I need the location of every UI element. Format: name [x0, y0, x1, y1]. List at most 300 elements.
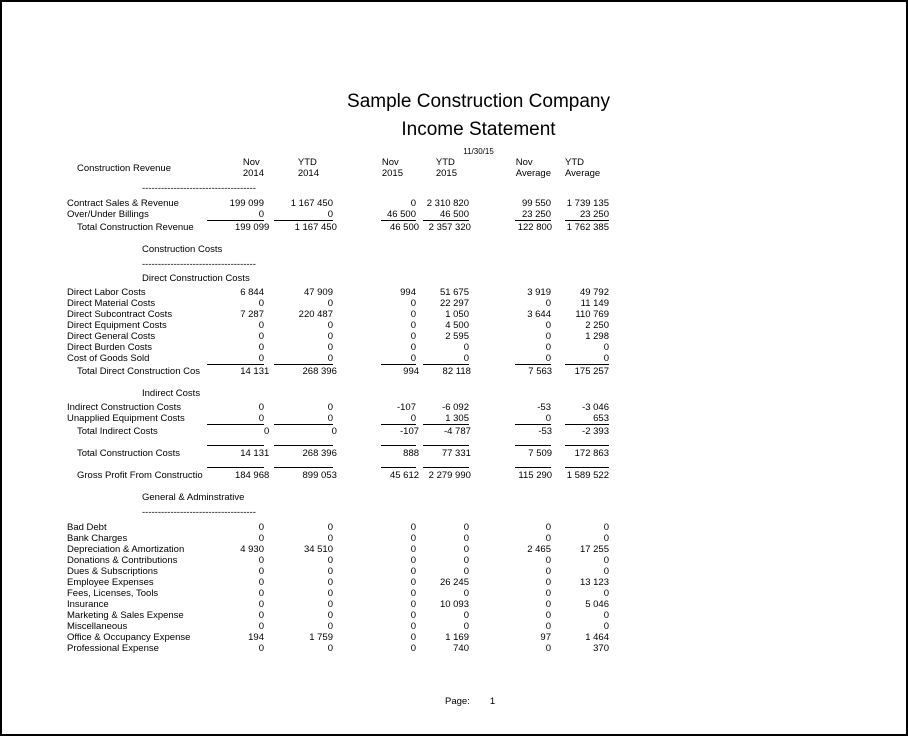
cell-value: 0	[410, 632, 416, 643]
cell-value: 0	[410, 577, 416, 588]
value-cell	[269, 222, 337, 235]
value-cell	[333, 402, 416, 413]
table-row-item	[67, 198, 609, 209]
cell-value: 51 675	[439, 287, 469, 298]
cell-value: 0	[410, 566, 416, 577]
cell-value: 2 357 320	[428, 222, 471, 233]
cell-value: 0	[603, 533, 609, 544]
cell-value: 0	[327, 522, 333, 533]
table-row-item	[67, 522, 609, 533]
cell-value: 199 099	[234, 222, 270, 233]
cell-value: 23 250	[515, 209, 551, 221]
cell-value: 0	[327, 555, 333, 566]
row-label: Bad Debt	[67, 522, 107, 533]
cell-value: 0	[258, 599, 264, 610]
page-number: 1	[489, 696, 496, 707]
value-cell	[264, 632, 333, 643]
value-cell	[333, 309, 416, 320]
table-row-item	[67, 544, 609, 555]
cell-value: 0	[410, 331, 416, 342]
value-cell	[333, 353, 416, 364]
value-cell	[471, 470, 552, 483]
value-cell	[551, 467, 609, 468]
cell-value: 2 465	[527, 544, 551, 555]
cell-value: 0	[410, 309, 416, 320]
row-label: Total Direct Construction Cos	[77, 366, 201, 377]
row-label: Office & Occupancy Expense	[67, 632, 191, 643]
value-cell	[264, 198, 333, 209]
value-cell	[416, 643, 469, 654]
cell-value: 0	[410, 621, 416, 632]
cell-value: 0	[463, 342, 469, 353]
sum-rule-line	[274, 445, 333, 446]
value-cell	[416, 610, 469, 621]
value-cell	[214, 448, 270, 461]
section-title: Indirect Costs	[142, 388, 201, 399]
cell-value: 0	[327, 621, 333, 632]
value-cell	[416, 544, 469, 555]
cell-value: 268 396	[302, 366, 337, 377]
cell-value: 0	[327, 588, 333, 599]
cell-value: 115 290	[518, 470, 553, 481]
table-row-dashes	[67, 259, 609, 270]
cell-value: 6 844	[240, 287, 264, 298]
cell-value: 0	[463, 522, 469, 533]
value-cell	[337, 426, 419, 439]
value-cell	[551, 198, 609, 209]
value-cell	[551, 353, 609, 364]
cell-value: 0	[207, 353, 264, 365]
row-label: Donations & Contributions	[67, 555, 178, 566]
value-cell	[264, 577, 333, 588]
row-label: Total Construction Revenue	[77, 222, 194, 233]
cell-value: 1 167 450	[294, 222, 337, 233]
table-row-item	[67, 599, 609, 610]
row-label: Bank Charges	[67, 533, 128, 544]
row-label: Direct Subcontract Costs	[67, 309, 173, 320]
cell-value: 0	[258, 621, 264, 632]
value-cell	[552, 448, 609, 461]
cell-value: 0	[258, 402, 264, 413]
value-cell	[551, 445, 609, 446]
value-cell	[207, 533, 264, 544]
cell-value: -4 787	[443, 426, 471, 437]
cell-value: -53	[537, 402, 551, 413]
cell-value: 888	[403, 448, 420, 459]
cell-value: 220 487	[298, 309, 333, 320]
section-title: Construction Costs	[142, 244, 223, 255]
row-label: Miscellaneous	[67, 621, 128, 632]
cell-value: 1 464	[585, 632, 609, 643]
value-cell	[551, 342, 609, 353]
table-row-item	[67, 298, 609, 309]
row-label	[67, 183, 256, 194]
table-row-total	[67, 446, 609, 461]
cell-value: 7 509	[528, 448, 553, 459]
table-row-total	[67, 468, 609, 483]
value-cell	[551, 320, 609, 331]
cell-value: 0	[545, 533, 551, 544]
cell-value: 0	[463, 588, 469, 599]
value-cell	[551, 298, 609, 309]
cell-value: 7 563	[528, 366, 553, 377]
value-cell	[264, 467, 333, 468]
cell-value: 2 310 820	[426, 198, 469, 209]
table-header-row	[67, 157, 609, 179]
cell-value: 0	[515, 413, 551, 425]
cell-value: 0	[603, 588, 609, 599]
value-cell	[551, 209, 609, 220]
cell-value: 172 863	[574, 448, 609, 459]
cell-value: 0	[327, 533, 333, 544]
value-cell	[419, 470, 471, 483]
cell-value: 0	[258, 566, 264, 577]
cell-value: 994	[403, 366, 420, 377]
section-title: General & Adminstrative	[142, 492, 245, 503]
value-cell	[416, 522, 469, 533]
cell-value: 17 255	[579, 544, 609, 555]
row-label: Direct Equipment Costs	[67, 320, 167, 331]
value-cell	[469, 353, 551, 364]
cell-value: 0	[410, 342, 416, 353]
cell-value: 0	[410, 544, 416, 555]
value-cell	[469, 577, 551, 588]
row-label: Depreciation & Amortization	[67, 544, 185, 555]
cell-value: 4 500	[445, 320, 469, 331]
row-label: Marketing & Sales Expense	[67, 610, 184, 621]
value-cell	[207, 331, 264, 342]
column-header-label: YTD 2014	[297, 157, 319, 179]
cell-value: 46 500	[389, 222, 420, 233]
row-label: Unapplied Equipment Costs	[67, 413, 185, 424]
sum-rule-line	[515, 445, 551, 446]
value-cell	[469, 467, 551, 468]
report-date: 11/30/15	[463, 147, 494, 156]
row-label: Gross Profit From Constructio	[77, 470, 203, 481]
cell-value: 0	[545, 577, 551, 588]
value-cell	[264, 309, 333, 320]
column-header	[333, 157, 416, 179]
value-cell	[207, 298, 264, 309]
value-cell	[416, 287, 469, 298]
value-cell	[333, 298, 416, 309]
table-row-dashes	[67, 183, 609, 194]
value-cell	[264, 209, 333, 220]
value-cell	[419, 426, 471, 439]
cell-value: 0	[463, 566, 469, 577]
column-header	[416, 157, 469, 179]
row-label: Direct Burden Costs	[67, 342, 153, 353]
cell-value: 0	[410, 320, 416, 331]
report-title: Sample Construction Company	[347, 91, 610, 112]
value-cell	[552, 222, 609, 235]
value-cell	[416, 599, 469, 610]
cell-value: 34 510	[303, 544, 333, 555]
cell-value: 0	[274, 413, 333, 425]
value-cell	[333, 320, 416, 331]
value-cell	[207, 309, 264, 320]
cell-value: 1 589 522	[566, 470, 609, 481]
value-cell	[469, 566, 551, 577]
row-label: Total Indirect Costs	[77, 426, 158, 437]
value-cell	[207, 588, 264, 599]
cell-value: 0	[545, 588, 551, 599]
value-cell	[551, 533, 609, 544]
cell-value: 0	[263, 426, 270, 437]
value-cell	[333, 566, 416, 577]
value-cell	[471, 366, 552, 379]
value-cell	[333, 467, 416, 468]
value-cell	[207, 209, 264, 220]
cell-value: 0	[410, 643, 416, 654]
cell-value: 99 550	[521, 198, 551, 209]
sum-rule-line	[565, 445, 609, 446]
value-cell	[333, 555, 416, 566]
value-cell	[469, 522, 551, 533]
table-row-item	[67, 588, 609, 599]
cell-value: 0	[603, 621, 609, 632]
sum-rule-line	[207, 445, 264, 446]
cell-value: 0	[258, 331, 264, 342]
value-cell	[333, 599, 416, 610]
value-cell	[207, 445, 264, 446]
value-cell	[333, 632, 416, 643]
value-cell	[551, 566, 609, 577]
value-cell	[416, 566, 469, 577]
row-label: Direct Labor Costs	[67, 287, 146, 298]
cell-value: 0	[410, 610, 416, 621]
value-cell	[264, 331, 333, 342]
table-row-rule	[67, 461, 609, 468]
value-cell	[214, 222, 270, 235]
value-cell	[269, 470, 337, 483]
sum-rule-line	[423, 445, 469, 446]
column-header	[264, 157, 333, 179]
value-cell	[416, 320, 469, 331]
value-cell	[416, 353, 469, 364]
cell-value: 0	[545, 342, 551, 353]
value-cell	[416, 342, 469, 353]
column-header-label: Nov 2015	[381, 157, 403, 179]
value-cell	[333, 287, 416, 298]
sum-rule-line	[423, 467, 469, 468]
value-cell	[469, 643, 551, 654]
column-header-label: Nov 2014	[242, 157, 264, 179]
value-cell	[207, 402, 264, 413]
cell-value: 0	[258, 342, 264, 353]
value-cell	[333, 533, 416, 544]
cell-value: 0	[327, 402, 333, 413]
value-cell	[264, 402, 333, 413]
sum-rule-line	[274, 467, 333, 468]
cell-value: 0	[327, 577, 333, 588]
value-cell	[337, 222, 419, 235]
value-cell	[333, 342, 416, 353]
cell-value: 0	[545, 643, 551, 654]
cell-value: -2 393	[582, 426, 609, 437]
cell-value: 0	[515, 353, 551, 365]
row-label: Direct General Costs	[67, 331, 156, 342]
value-cell	[551, 643, 609, 654]
cell-value: 0	[603, 342, 609, 353]
cell-value: 3 644	[527, 309, 551, 320]
cell-value: 0	[327, 342, 333, 353]
table-row-item	[67, 402, 609, 413]
value-cell	[207, 413, 264, 424]
value-cell	[207, 287, 264, 298]
cell-value: 0	[545, 599, 551, 610]
cell-value: 46 500	[381, 209, 416, 221]
cell-value: 0	[463, 610, 469, 621]
cell-value: 14 131	[240, 448, 270, 459]
value-cell	[469, 342, 551, 353]
cell-value: 97	[540, 632, 551, 643]
cell-value: 0	[258, 588, 264, 599]
value-cell	[333, 544, 416, 555]
cell-value: 0	[410, 599, 416, 610]
value-cell	[416, 402, 469, 413]
value-cell	[214, 366, 270, 379]
row-label	[67, 244, 223, 255]
table-row-item	[67, 309, 609, 320]
cell-value: 194	[248, 632, 264, 643]
value-cell	[264, 555, 333, 566]
value-cell	[419, 222, 471, 235]
value-cell	[264, 599, 333, 610]
cell-value: 122 800	[517, 222, 553, 233]
value-cell	[469, 287, 551, 298]
table-body	[67, 183, 609, 654]
value-cell	[269, 448, 337, 461]
value-cell	[469, 402, 551, 413]
value-cell	[333, 445, 416, 446]
cell-value: 0	[327, 643, 333, 654]
cell-value: 0	[545, 331, 551, 342]
value-cell	[264, 298, 333, 309]
cell-value: 0	[565, 353, 609, 365]
sum-rule-line	[207, 467, 264, 468]
value-cell	[419, 448, 471, 461]
value-cell	[269, 366, 337, 379]
cell-value: 0	[603, 522, 609, 533]
table-row-item	[67, 577, 609, 588]
row-label	[67, 507, 256, 518]
sum-rule-line	[381, 445, 416, 446]
table-row-section	[67, 244, 609, 255]
value-cell	[416, 198, 469, 209]
value-cell	[264, 320, 333, 331]
value-cell	[469, 555, 551, 566]
table-row-item	[67, 342, 609, 353]
value-cell	[207, 320, 264, 331]
cell-value: 1 739 135	[566, 198, 609, 209]
cell-value: 2 595	[445, 331, 469, 342]
value-cell	[207, 342, 264, 353]
cell-value: 0	[327, 298, 333, 309]
value-cell	[416, 209, 469, 220]
cell-value: 1 759	[309, 632, 333, 643]
value-cell	[471, 448, 552, 461]
cell-value: 0	[410, 588, 416, 599]
value-cell	[207, 353, 264, 364]
report-subtitle: Income Statement	[401, 119, 556, 140]
cell-value: 0	[545, 621, 551, 632]
cell-value: 0	[258, 320, 264, 331]
row-label: Dues & Subscriptions	[67, 566, 158, 577]
cell-value: 49 792	[579, 287, 609, 298]
table-row-item	[67, 533, 609, 544]
section-separator: ------------------------------------	[142, 507, 256, 518]
value-cell	[264, 522, 333, 533]
value-cell	[419, 366, 471, 379]
cell-value: 0	[545, 320, 551, 331]
cell-value: 0	[258, 522, 264, 533]
value-cell	[551, 610, 609, 621]
row-label: Professional Expense	[67, 643, 159, 654]
cell-value: 0	[410, 198, 416, 209]
value-cell	[207, 555, 264, 566]
cell-value: 3 919	[527, 287, 551, 298]
table-row-total	[67, 364, 609, 379]
value-cell	[264, 353, 333, 364]
row-label: Total Construction Costs	[77, 448, 180, 459]
cell-value: 0	[423, 353, 469, 365]
cell-value: 0	[410, 555, 416, 566]
cell-value: 7 287	[240, 309, 264, 320]
row-label	[67, 259, 256, 270]
table-row-total	[67, 220, 609, 235]
cell-value: -53	[538, 426, 553, 437]
cell-value: 184 968	[234, 470, 270, 481]
value-cell	[469, 544, 551, 555]
income-statement-table	[67, 157, 609, 654]
table-row-dashes	[67, 507, 609, 518]
cell-value: 0	[410, 533, 416, 544]
section-separator: ------------------------------------	[142, 259, 256, 270]
value-cell	[551, 522, 609, 533]
value-cell	[469, 320, 551, 331]
value-cell	[264, 643, 333, 654]
value-cell	[551, 309, 609, 320]
value-cell	[207, 632, 264, 643]
cell-value: 1 298	[585, 331, 609, 342]
value-cell	[207, 198, 264, 209]
cell-value: 653	[565, 413, 609, 425]
cell-value: 77 331	[441, 448, 471, 459]
value-cell	[337, 366, 419, 379]
cell-value: 4 930	[240, 544, 264, 555]
cell-value: 0	[545, 555, 551, 566]
value-cell	[207, 544, 264, 555]
value-cell	[264, 588, 333, 599]
table-row-item	[67, 353, 609, 364]
cell-value: 0	[258, 298, 264, 309]
table-row-item	[67, 610, 609, 621]
cell-value: 0	[603, 610, 609, 621]
cell-value: 0	[258, 643, 264, 654]
sum-rule-line	[381, 467, 416, 468]
value-cell	[469, 413, 551, 424]
value-cell	[207, 467, 264, 468]
cell-value: 0	[410, 522, 416, 533]
cell-value: 46 500	[423, 209, 469, 221]
value-cell	[551, 588, 609, 599]
value-cell	[416, 298, 469, 309]
row-label: Over/Under Billings	[67, 209, 149, 220]
value-cell	[269, 426, 337, 439]
value-cell	[333, 413, 416, 424]
cell-value: 0	[463, 544, 469, 555]
